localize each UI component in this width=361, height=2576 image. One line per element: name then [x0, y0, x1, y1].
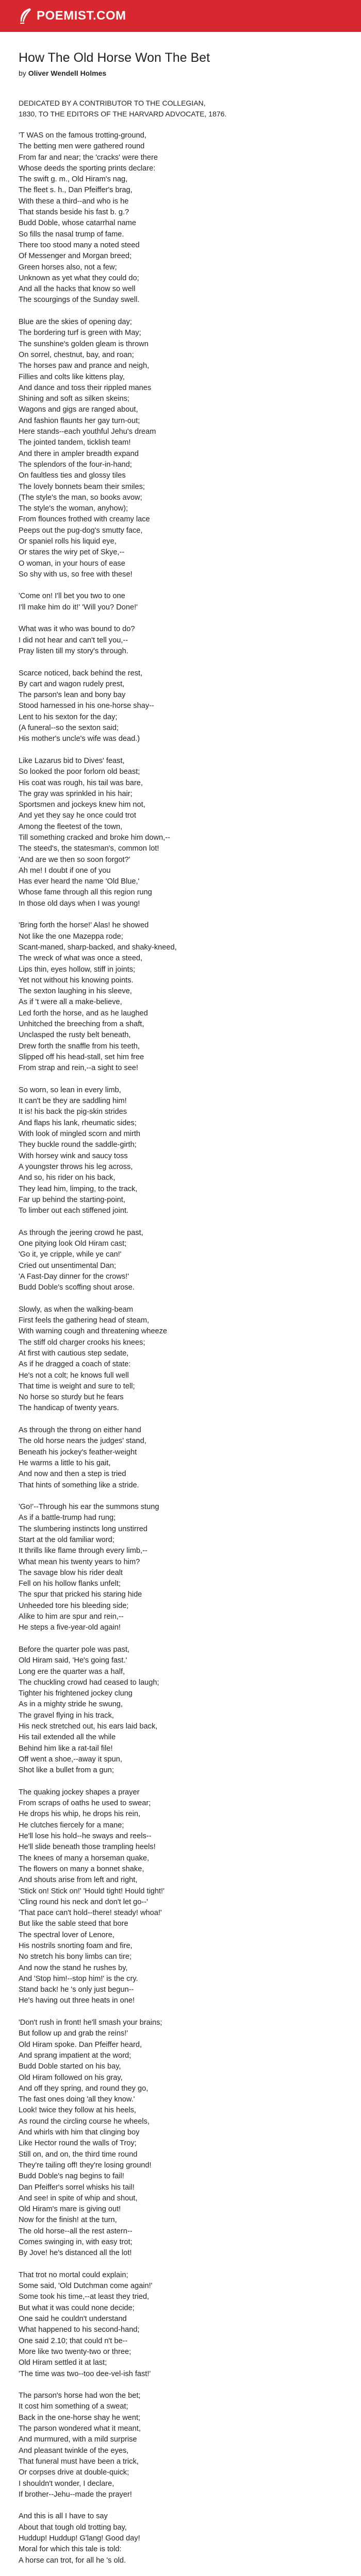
stanza: That trot no mortal could explain; Some said, 'Old Dutchman come again!' Some took his time,--at least they tried, But what it was could none decide; One said he couldn't understand What happened to his second-hand; One said 2.10; that could n't be-- More like two twenty-two or three; Old Hiram settled it at last; 'The time was two--too dee-vel-ish fast!'	[19, 2270, 153, 2378]
stanza: The parson's horse had won the bet; It cost him something of a sweat; Back in the one-horse shay he went; The parson wondered what it meant, And murmured, with a mild surprise And pleasant twinkle of the eyes, That funeral must have been a trick, Or corpses drive at double-quick; I shouldn't wonder, I declare, If brother--Jehu--made the prayer!	[19, 2392, 141, 2499]
poem-byline	[19, 69, 328, 77]
site-logo-text: POEMIST.COM	[37, 9, 126, 23]
stanza: Like Lazarus bid to Dives' feast, So looked the poor forlorn old beast; His coat was rough, his tail was bare, The gray was sprinkled in his hair; Sportsmen and jockeys knew him not, And yet they say he once could trot Among the fleetest of the town, Till something cracked and broke him down,-- The steed's, the statesman's, common lot! 'And are we then so soon forgot?' Ah me! I doubt if one of you Has ever heard the name 'Old Blue,' Whose fame through all this region rung In those old days when I was young!	[19, 756, 170, 908]
poem-title: How The Old Horse Won The Bet	[19, 50, 210, 65]
feather-icon	[18, 7, 33, 25]
stanza: The quaking jockey shapes a prayer From scraps of oaths he used to swear; He drops his whip, he drops his rein, He clutches fiercely for a mane; He'll lose his hold--he sways and reels-- He'll slide beneath those trampling heels! The knees of many a horseman quake, The flowers on many a bonnet shake, And shouts arise from left and right, 'Stick on! Stick on!' 'Hould tight! Hould tight!' 'Cling round his neck and don't let go--' 'That pace can't hold--there! steady! whoa!' But like the sable steed that bore The spectral lover of Lenore, His nostrils snorting foam and fire, No stretch his bony limbs can tire; And now the stand he rushes by, And 'Stop him!--stop him!' is the cry. Stand back! he 's only just begun-- He's having out three heats in one!	[19, 1788, 165, 2005]
stanza: As through the throng on either hand The old horse nears the judges' stand, Beneath his jockey's feather-weight He warms a little to his gait, And now and then a step is tried That hints of something like a stride.	[19, 1426, 146, 1489]
stanza: 'T WAS on the famous trotting-ground, The betting men were gathered round From far and near; the 'cracks' were there Whose deeds the sporting prints declare: The swift g. m., Old Hiram's nag, The fleet s. h., Dan Pfeiffer's brag, With these a third--and who is he That stands beside his fast b. g.? Budd Doble, whose catarrhal name So fills the nasal trump of fame. There too stood many a noted steed Of Messenger and Morgan breed; Green horses also, not a few; Unknown as yet what they could do; And all the hacks that know so well The scourgings of the Sunday swell.	[19, 131, 158, 304]
stanza: As through the jeering crowd he past, One pitying look Old Hiram cast; 'Go it, ye cripple, while ye can!' Cried out unsentimental Dan; 'A Fast-Day dinner for the crows!' Budd Doble's scoffing shout arose.	[19, 1228, 143, 1292]
stanza: Before the quarter pole was past, Old Hiram said, 'He's going fast.' Long ere the quarter was a half, The chuckling crowd had ceased to laugh; Tighter his frightened jockey clung As in a mighty stride he swung, The gravel flying in his track, His neck stretched out, his ears laid back, His tail extended all the while Behind him like a rat-tail file! Off went a shoe,--away it spun, Shot like a bullet from a gun;	[19, 1645, 159, 1775]
stanza: So worn, so lean in every limb, It can't be they are saddling him! It is! his back the pig-skin strides And flaps his lank, rheumatic sides; With look of mingled scorn and mirth They buckle round the saddle-girth; With horsey wink and saucy toss A youngster throws his leg across, And so, his rider on his back, They lead him, limping, to the track, Far up behind the starting-point, To limber out each stiffened joint.	[19, 1086, 141, 1215]
poem-body	[19, 130, 328, 2566]
author-link[interactable]: Oliver Wendell Holmes	[28, 69, 107, 77]
by-label: by	[19, 69, 26, 77]
site-logo[interactable]	[18, 7, 126, 25]
poem-content	[0, 32, 328, 2566]
site-header	[0, 0, 361, 32]
stanza: 'Don't rush in front! he'll smash your brains; But follow up and grab the reins!' Old Hiram spoke. Dan Pfeiffer heard, And sprang impatient at the word; Budd Doble started on his bay, Old Hiram followed on his gray, And off they spring, and round they go, The fast ones doing 'all they know.' Look! twice they follow at his heels, As round the circling course he wheels, And whirls with him that clinging boy Like Hector round the walls of Troy; Still on, and on, the third time round They're tailing off! they're losing ground! Budd Doble's nag begins to fail! Dan Pfeiffer's sorrel whisks his tail! And see! in spite of whip and shout, Old Hiram's mare is giving out! Now for the finish! at the turn, The old horse--all the rest astern-- Comes swinging in, with easy trot; By Jove! he's distanced all the lot!	[19, 2019, 162, 2258]
stanza: What was it who was bound to do? I did not hear and can't tell you,-- Pray listen till my story's through.	[19, 625, 135, 655]
stanza: Slowly, as when the walking-beam First feels the gathering head of steam, With warning cough and threatening wheeze The stiff old charger crooks his knees; At first with cautious step sedate, As if he dragged a coach of state: He's not a colt; he knows full well That time is weight and sure to tell; No horse so sturdy but he fears The handicap of twenty years.	[19, 1305, 168, 1413]
stanza: 'Go!'--Through his ear the summons stung As if a battle-trump had rung; The slumbering instincts long unstirred Start at the old familiar word; It thrills like flame through every limb,-- What mean his twenty years to him? The savage blow his rider dealt Fell on his hollow flanks unfelt; The spur that pricked his staring hide Unheeded tore his bleeding side; Alike to him are spur and rein,-- He steps a five-year-old again!	[19, 1503, 159, 1632]
poem-dedication: DEDICATED BY A CONTRIBUTOR TO THE COLLEGIAN, 1830, TO THE EDITORS OF THE HARVARD ADVOCATE, 1876.	[19, 99, 227, 118]
stanza: Blue are the skies of opening day; The bordering turf is green with May; The sunshine's golden gleam is thrown On sorrel, chestnut, bay, and roan; The horses paw and prance and neigh, Fillies and colts like kittens play, And dance and toss their rippled manes Shining and soft as silken skeins; Wagons and gigs are ranged about, And fashion flaunts her gay turn-out; Here stands--each youthful Jehu's dream The jointed tandem, ticklish team! And there in ampler breadth expand The splendors of the four-in-hand; On faultless ties and glossy tiles The lovely bonnets beam their smiles; (The style's the man, so books avow; The style's the woman, anyhow); From flounces frothed with creamy lace Peeps out the pug-dog's smutty face, Or spaniel rolls his liquid eye, Or stares the wiry pet of Skye,-- O woman, in your hours of ease So shy with us, so free with these!	[19, 318, 156, 579]
stanza: 'Come on! I'll bet you two to one I'll make him do it!' 'Will you? Done!'	[19, 592, 138, 612]
stanza: And this is all I have to say About that tough old trotting bay, Huddup! Huddup! G'lang! Good day! Moral for which this tale is told: A horse can trot, for all he 's old.	[19, 2512, 140, 2565]
stanza: 'Bring forth the horse!' Alas! he showed Not like the one Mazeppa rode; Scant-maned, sharp-backed, and shaky-kneed, The wreck of what was once a steed, Lips thin, eyes hollow, stiff in joints; Yet not without his knowing points. The sexton laughing in his sleeve, As if 't were all a make-believe, Led forth the horse, and as he laughed Unhitched the breeching from a shaft, Unclasped the rusty belt beneath, Drew forth the snaffle from his teeth, Slipped off his head-stall, set him free From strap and rein,--a sight to see!	[19, 921, 177, 1073]
stanza: Scarce noticed, back behind the rest, By cart and wagon rudely prest, The parson's lean and bony bay Stood harnessed in his one-horse shay-- Lent to his sexton for the day; (A funeral--so the sexton said; His mother's uncle's wife was dead.)	[19, 669, 154, 743]
